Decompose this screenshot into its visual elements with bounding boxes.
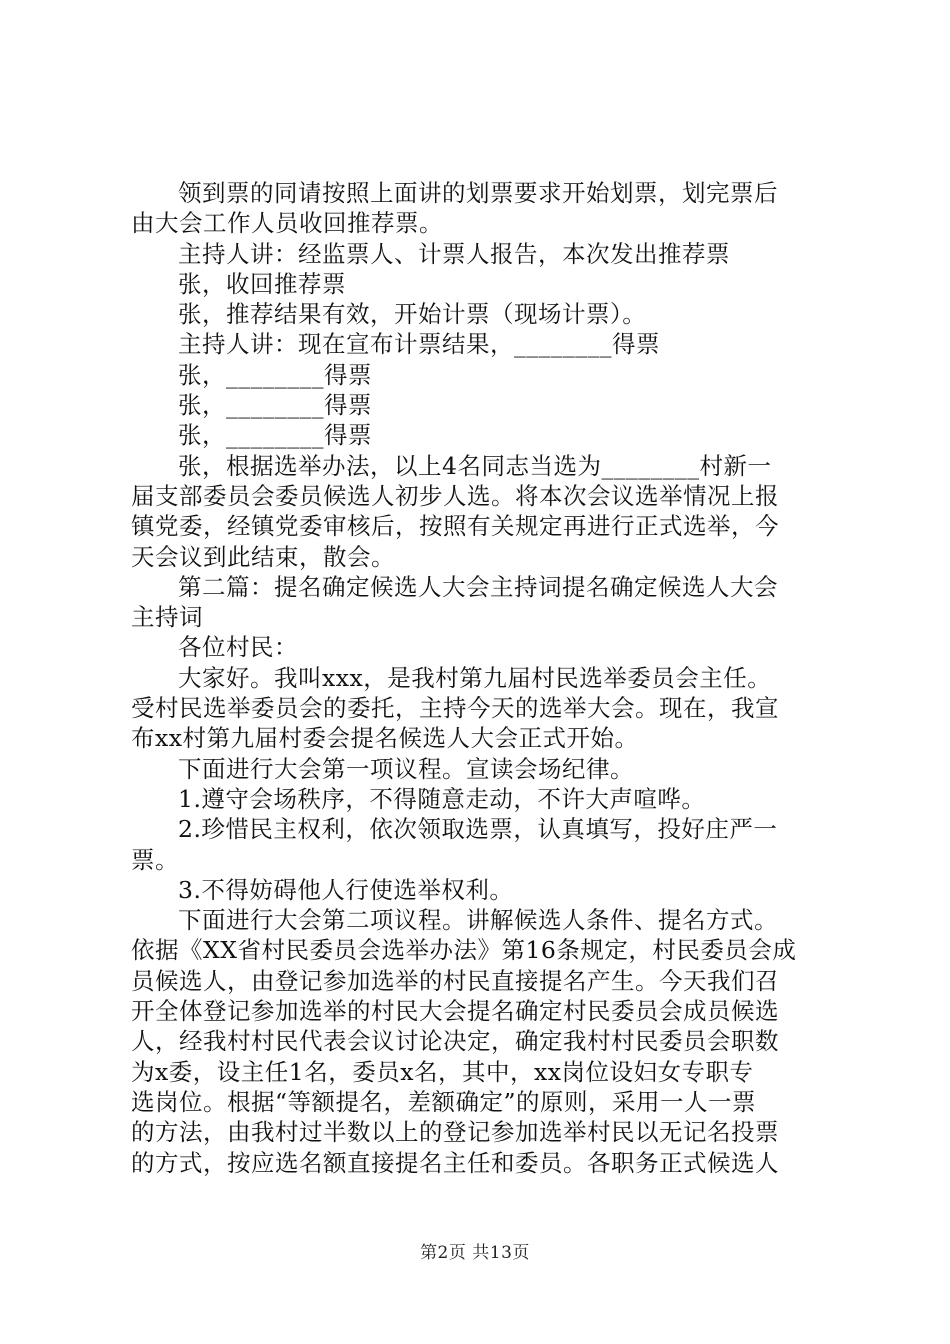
list-item: 3.不得妨碍他人行使选举权利。 xyxy=(178,875,514,904)
text-line: 为x委，设主任1名，委员x名，其中，xx岗位设妇女专职专 xyxy=(131,1057,754,1086)
text-line: 主持人讲：经监票人、计票人报告，本次发出推荐票 xyxy=(178,239,730,268)
text-line: 由大会工作人员收回推荐票。 xyxy=(131,209,443,238)
text-line: 各位村民： xyxy=(178,633,298,662)
text-line: 选岗位。根据“等额提名，差额确定”的原则，采用一人一票 xyxy=(131,1087,757,1116)
document-body xyxy=(131,178,831,1178)
text-line: 依据《XX省村民委员会选举办法》第16条规定，村民委员会成 xyxy=(131,936,797,965)
section-heading: 主持词 xyxy=(131,603,203,632)
list-item: 1.遵守会场秩序，不得随意走动，不许大声喧哗。 xyxy=(178,784,706,813)
text-line: 张，收回推荐票 xyxy=(178,269,346,298)
text-line: 天会议到此结束，散会。 xyxy=(131,542,395,571)
text-line: 布xx村第九届村委会提名候选人大会正式开始。 xyxy=(131,724,639,753)
list-item: 票。 xyxy=(131,845,179,874)
text-line: 镇党委，经镇党委审核后，按照有关规定再进行正式选举，今 xyxy=(131,512,779,541)
page-number-footer: 第2页 共13页 xyxy=(420,1243,530,1263)
text-line: 大家好。我叫xxx，是我村第九届村民选举委员会主任。 xyxy=(178,663,772,692)
text-line: 下面进行大会第一项议程。宣读会场纪律。 xyxy=(178,754,634,783)
text-line: 主持人讲：现在宣布计票结果，________得票 xyxy=(178,330,660,359)
text-line: 张，根据选举办法，以上4名同志当选为________村新一 xyxy=(178,451,772,480)
text-line: 领到票的同请按照上面讲的划票要求开始划票，划完票后 xyxy=(178,179,778,207)
text-line: 人，经我村村民代表会议讨论决定，确定我村村民委员会职数 xyxy=(131,1027,779,1056)
text-line: 张，________得票 xyxy=(178,391,372,420)
list-item: 2.珍惜民主权利，依次领取选票，认真填写，投好庄严一 xyxy=(178,815,778,844)
text-line: 的方法，由我村过半数以上的登记参加选举村民以无记名投票 xyxy=(131,1118,779,1147)
text-line: 张，________得票 xyxy=(178,421,372,450)
section-heading: 第二篇：提名确定候选人大会主持词提名确定候选人大会 xyxy=(178,572,778,601)
text-line: 员候选人，由登记参加选举的村民直接提名产生。今天我们召 xyxy=(131,966,779,995)
text-line: 张，推荐结果有效，开始计票（现场计票）。 xyxy=(178,300,647,329)
text-line: 受村民选举委员会的委托，主持今天的选举大会。现在，我宣 xyxy=(131,694,779,723)
text-line: 的方式，按应选名额直接提名主任和委员。各职务正式候选人 xyxy=(131,1148,779,1177)
text-line: 开全体登记参加选举的村民大会提名确定村民委员会成员候选 xyxy=(131,997,779,1026)
text-line: 张，________得票 xyxy=(178,360,372,389)
text-line: 下面进行大会第二项议程。讲解候选人条件、提名方式。 xyxy=(178,906,778,935)
text-line: 届支部委员会委员候选人初步人选。将本次会议选举情况上报 xyxy=(131,481,779,510)
